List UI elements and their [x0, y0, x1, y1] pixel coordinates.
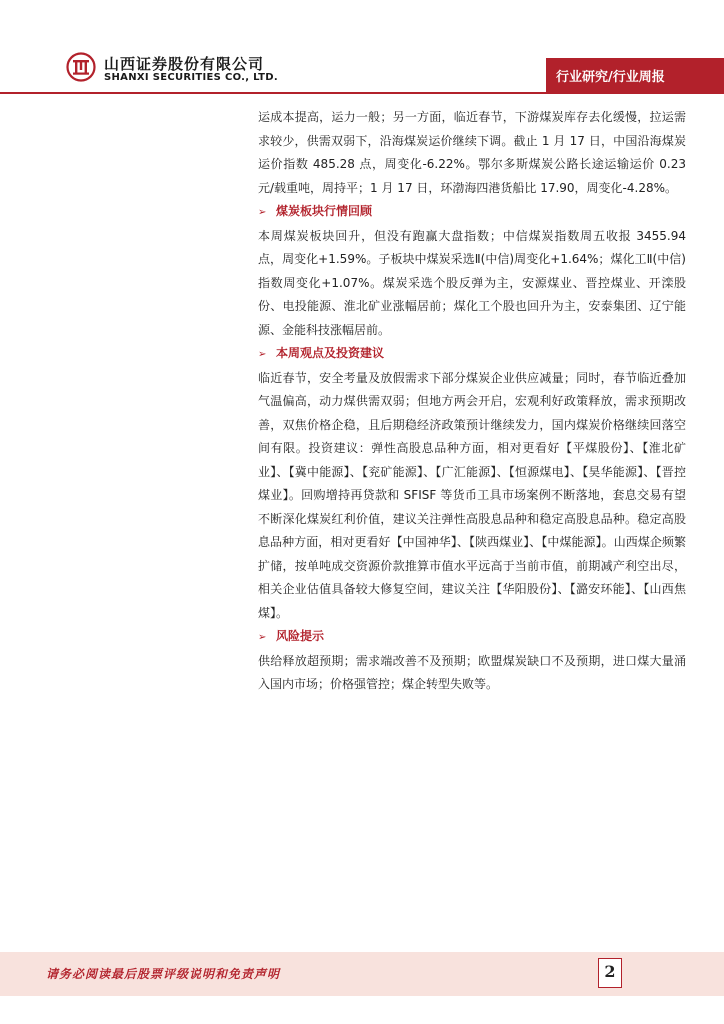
disclaimer-note: 请务必阅读最后股票评级说明和免责声明 [46, 967, 281, 981]
bullet-arrow-icon: ➢ [258, 632, 267, 643]
page-number-box [598, 958, 622, 988]
bullet-arrow-icon: ➢ [258, 207, 267, 218]
section-text-investment-view: 临近春节，安全考量及放假需求下部分煤炭企业供应减量；同时，春节临近叠加气温偏高，动力煤供需双弱；但地方两会开启，宏观利好政策释放，需求预期改善，双焦价格企稳，且后期稳经济政策预计继续发力，国内煤炭价格继续回落空间有限。投资建议：弹性高股息品种方面，相对更看好【平煤股份】、【淮北矿业】、【冀中能源】、【兖矿能源】、【广汇能源】、【恒源煤电】、【昊华能源】、【晋控煤业】。回购增持再贷款和 SFISF 等货币工具市场案例不断落地，套息交易有望不断深化煤炭红利价值，建议关注弹性高股息品种和稳定高股息品种。稳定高股息品种方面，相对更看好【中国神华】、【陕西煤业】、【中煤能源】。山西煤企频繁扩储，按单吨成交资源价款推算市值水平远高于当前市值，前期减产利空出尽，相关企业估值具备较大修复空间，建议关注【华阳股份】、【潞安环能】、【山西焦煤】。 [258, 370, 686, 620]
report-category-tab [546, 58, 724, 92]
section-title-market-review: ➢ 煤炭板块行情回顾 [258, 200, 686, 225]
section-text-risk: 供给释放超预期；需求端改善不及预期；欧盟煤炭缺口不及预期，进口煤大量涌入国内市场；价格强管控；煤企转型失败等。 [258, 653, 686, 691]
page-number: 2 [604, 962, 616, 981]
section-title-risk: ➢ 风险提示 [258, 625, 686, 650]
section-title-investment-view: ➢ 本周观点及投资建议 [258, 342, 686, 367]
section-text-market-review: 本周煤炭板块回升，但没有跑赢大盘指数；中信煤炭指数周五收报 3455.94 点，周变化+1.59%。子板块中煤炭采选Ⅱ(中信)周变化+1.64%；煤化工Ⅱ(中信)指数周变化+1.07%。煤炭采选个股反弹为主，安源煤业、晋控煤业、开滦股份、电投能源、淮北矿业涨幅居前；煤化工个股也回升为主，安泰集团、辽宁能源、金能科技涨幅居前。 [258, 228, 686, 337]
report-body [258, 106, 686, 697]
bullet-arrow-icon: ➢ [258, 349, 267, 360]
company-name-cn: 山西证券股份有限公司 [104, 55, 265, 73]
report-category-label: 行业研究/行业周报 [556, 70, 665, 85]
header-divider [0, 92, 724, 94]
company-name-en: SHANXI SECURITIES CO., LTD. [104, 72, 278, 83]
company-logo-icon [66, 52, 96, 82]
intro-paragraph: 运成本提高，运力一般；另一方面，临近春节，下游煤炭库存去化缓慢，拉运需求较少，供需双弱下，沿海煤炭运价继续下调。截止 1 月 17 日，中国沿海煤炭运价指数 485.28 点，周变化-6.22%。鄂尔多斯煤炭公路长途运输运价 0.23 元/载重吨，周持平；1 月 17 日，环渤海四港货船比 17.90，周变化-4.28%。 [258, 110, 686, 195]
page-header [0, 0, 724, 100]
